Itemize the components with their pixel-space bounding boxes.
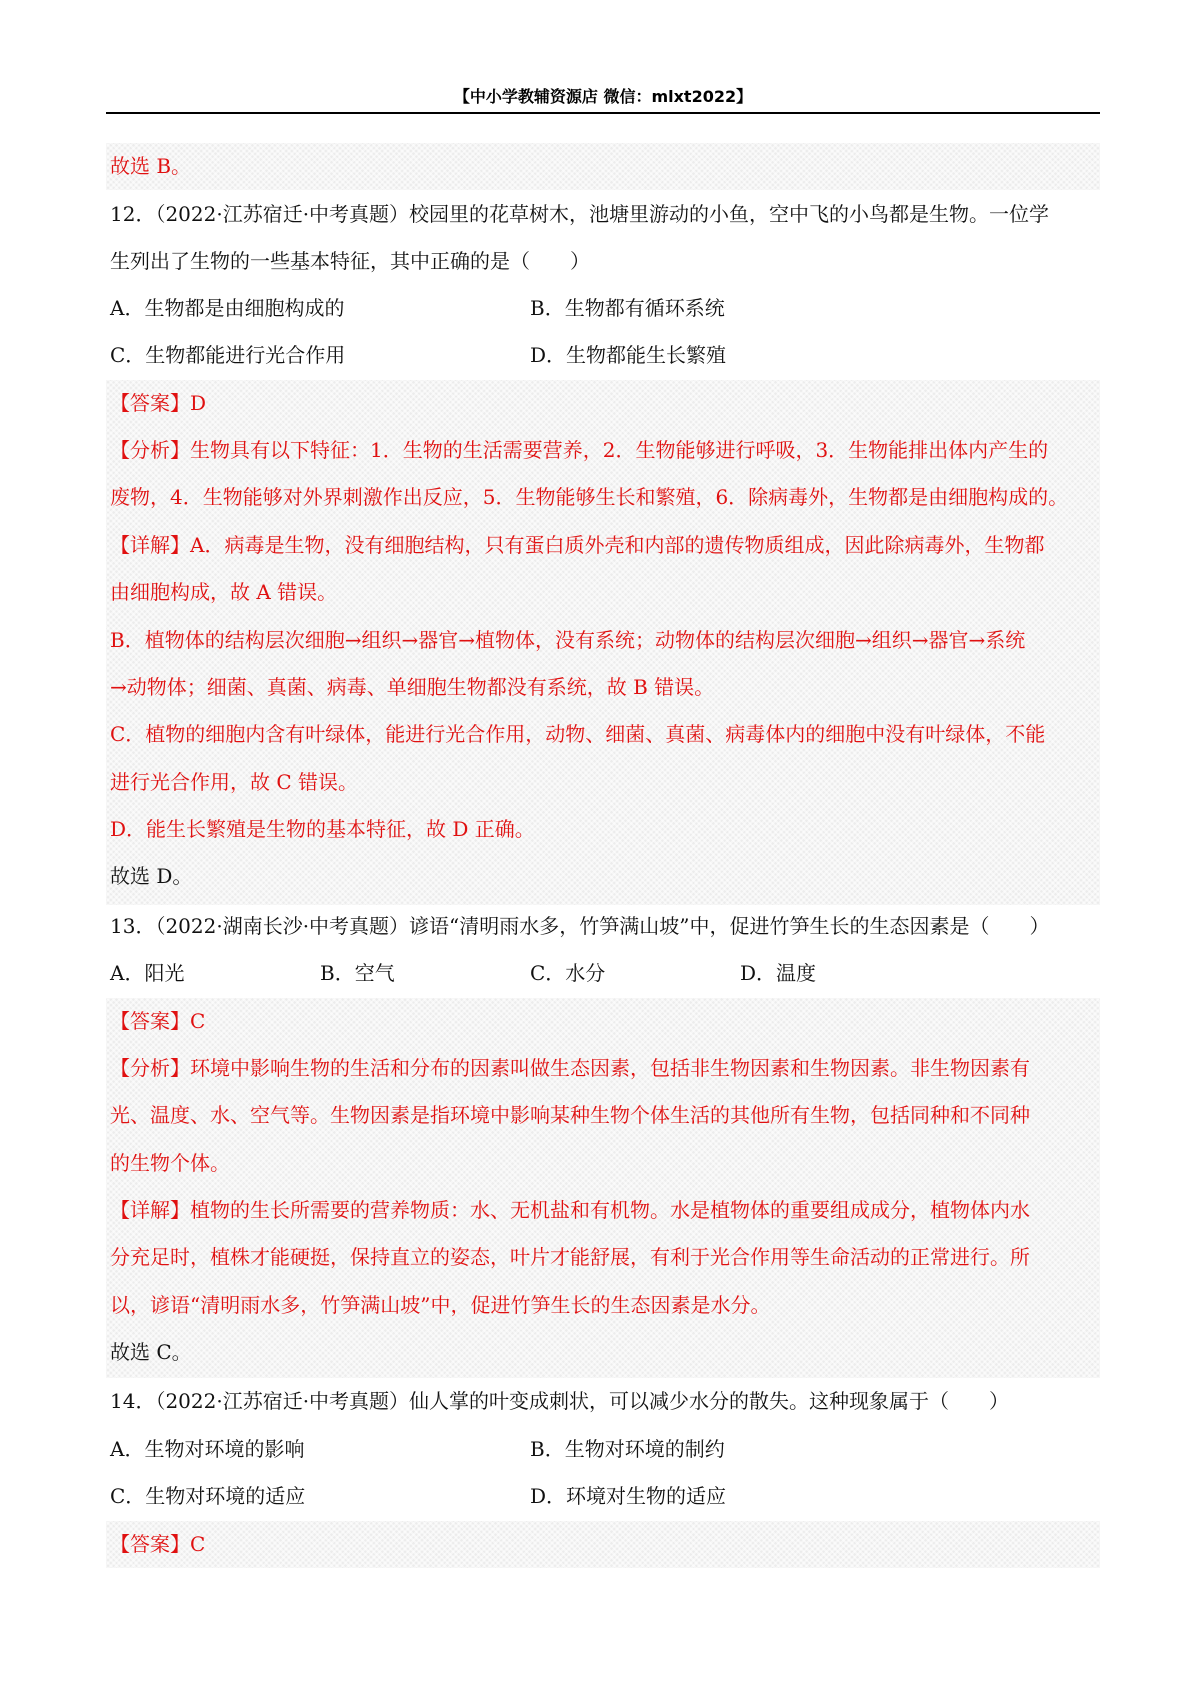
q12-detail-line-5: C．植物的细胞内含有叶绿体，能进行光合作用，动物、细菌、真菌、病毒体内的细胞中没有叶绿体，不能 bbox=[110, 722, 1046, 746]
q13-analysis-line-3: 的生物个体。 bbox=[110, 1151, 230, 1175]
q13-option-b: B．空气 bbox=[320, 961, 395, 985]
q12-detail-line-6: 进行光合作用，故 C 错误。 bbox=[110, 770, 359, 794]
q12-option-c: C．生物都能进行光合作用 bbox=[110, 343, 346, 367]
q12-analysis-line-2: 废物，4．生物能够对外界刺激作出反应，5．生物能够生长和繁殖，6．除病毒外，生物都是由细胞构成的。 bbox=[110, 485, 1069, 509]
page-header: 【中小学教辅资源店 微信：mlxt2022】 bbox=[106, 82, 1100, 114]
q14-option-a: A．生物对环境的影响 bbox=[110, 1437, 305, 1461]
q13-analysis-line-1: 【分析】环境中影响生物的生活和分布的因素叫做生态因素，包括非生物因素和生物因素。非生物因素有 bbox=[110, 1056, 1030, 1080]
q13-answer: 【答案】C bbox=[110, 1009, 206, 1033]
q12-detail-line-1: 【详解】A．病毒是生物，没有细胞结构，只有蛋白质外壳和内部的遗传物质组成，因此除病毒外，生物都 bbox=[110, 533, 1045, 557]
q14-answer: 【答案】C bbox=[110, 1532, 206, 1556]
q13-analysis-line-2: 光、温度、水、空气等。生物因素是指环境中影响某种生物个体生活的其他所有生物，包括同种和不同种 bbox=[110, 1103, 1030, 1127]
q14-option-c: C．生物对环境的适应 bbox=[110, 1484, 306, 1508]
q14-option-d: D．环境对生物的适应 bbox=[530, 1484, 727, 1508]
q13-detail-line-1: 【详解】植物的生长所需要的营养物质：水、无机盐和有机物。水是植物体的重要组成成分，植物体内水 bbox=[110, 1198, 1030, 1222]
q12-detail-line-3: B．植物体的结构层次细胞→组织→器官→植物体，没有系统；动物体的结构层次细胞→组织→器官→系统 bbox=[110, 628, 1026, 652]
q13-conclusion: 故选 C。 bbox=[110, 1340, 192, 1364]
q12-option-b: B．生物都有循环系统 bbox=[530, 296, 725, 320]
q12-stem-line-1: 12．（2022·江苏宿迁·中考真题）校园里的花草树木，池塘里游动的小鱼，空中飞的小鸟都是生物。一位学 bbox=[110, 202, 1050, 226]
q12-detail-line-4: →动物体；细菌、真菌、病毒、单细胞生物都没有系统，故 B 错误。 bbox=[110, 675, 715, 699]
q13-option-a: A．阳光 bbox=[110, 961, 185, 985]
q14-option-b: B．生物对环境的制约 bbox=[530, 1437, 725, 1461]
q14-stem-line-1: 14．（2022·江苏宿迁·中考真题）仙人掌的叶变成刺状，可以减少水分的散失。这种现象属于（ ） bbox=[110, 1389, 1010, 1413]
q12-conclusion: 故选 D。 bbox=[110, 864, 193, 888]
q12-option-a: A．生物都是由细胞构成的 bbox=[110, 296, 345, 320]
q13-detail-line-2: 分充足时，植株才能硬挺，保持直立的姿态，叶片才能舒展，有利于光合作用等生命活动的正常进行。所 bbox=[110, 1245, 1030, 1269]
q13-detail-line-3: 以，谚语“清明雨水多，竹笋满山坡”中，促进竹笋生长的生态因素是水分。 bbox=[110, 1293, 771, 1317]
q12-analysis-line-1: 【分析】生物具有以下特征：1．生物的生活需要营养，2．生物能够进行呼吸，3．生物能排出体内产生的 bbox=[110, 438, 1049, 462]
q14-answer-shade bbox=[106, 1521, 1100, 1568]
q12-answer: 【答案】D bbox=[110, 391, 207, 415]
q12-stem-line-2: 生列出了生物的一些基本特征，其中正确的是（ ） bbox=[110, 249, 590, 273]
q13-stem-line-1: 13．（2022·湖南长沙·中考真题）谚语“清明雨水多，竹笋满山坡”中，促进竹笋生长的生态因素是（ ） bbox=[110, 914, 1050, 938]
q13-option-c: C．水分 bbox=[530, 961, 606, 985]
q13-option-d: D．温度 bbox=[740, 961, 817, 985]
prev-conclusion: 故选 B。 bbox=[110, 154, 192, 178]
q12-detail-line-7: D．能生长繁殖是生物的基本特征，故 D 正确。 bbox=[110, 817, 535, 841]
prev-answer-shade bbox=[106, 143, 1100, 190]
q12-detail-line-2: 由细胞构成，故 A 错误。 bbox=[110, 580, 338, 604]
q12-option-d: D．生物都能生长繁殖 bbox=[530, 343, 727, 367]
